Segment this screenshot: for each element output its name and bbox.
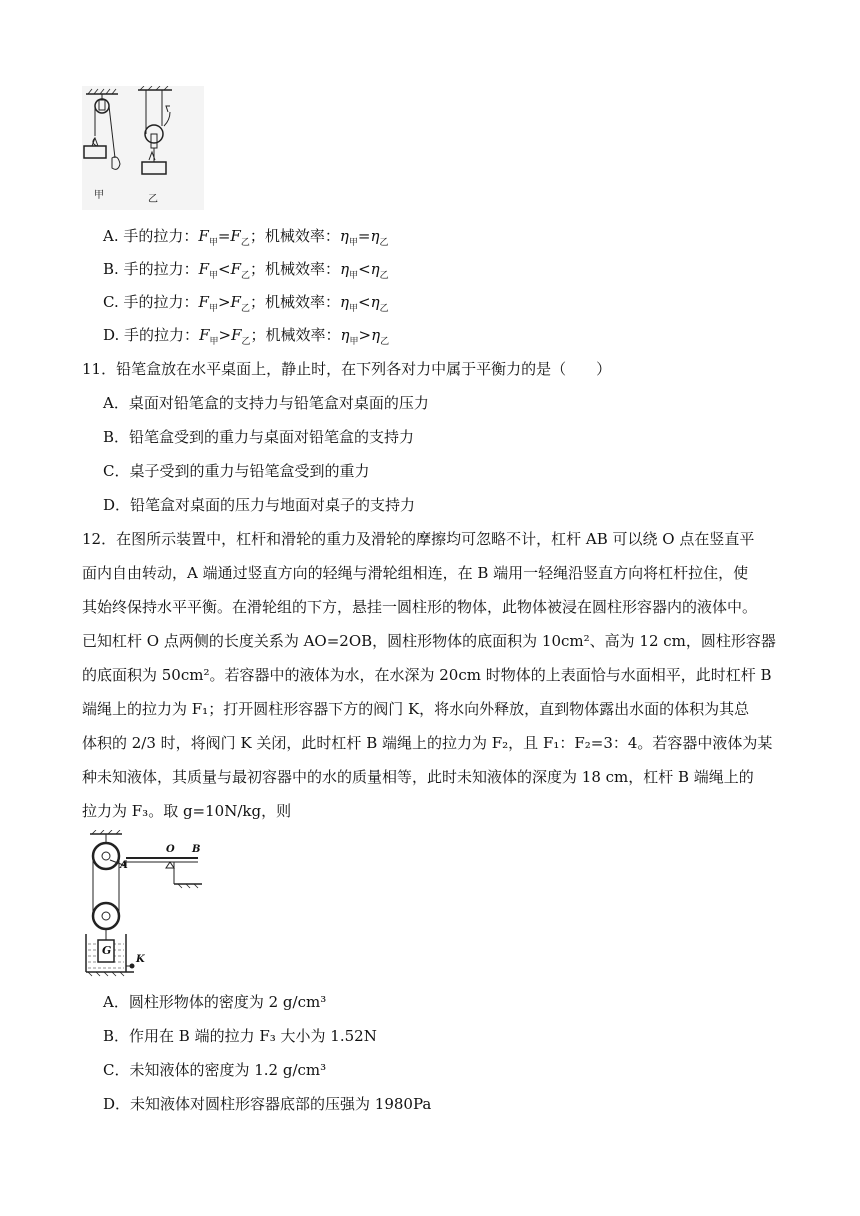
label-o: O bbox=[166, 844, 175, 855]
force-subscript: 乙 bbox=[240, 238, 250, 248]
operator: > bbox=[218, 326, 232, 344]
option-mid: ；机械效率： bbox=[249, 293, 340, 311]
q10-option-c bbox=[103, 292, 389, 312]
efficiency-symbol: η bbox=[340, 326, 350, 344]
force-subscript: 甲 bbox=[209, 271, 219, 281]
efficiency-subscript: 甲 bbox=[348, 304, 358, 314]
option-letter: B. bbox=[103, 260, 119, 278]
q11-option-c: C．桌子受到的重力与铅笔盒受到的重力 bbox=[103, 462, 370, 480]
force-subscript: 甲 bbox=[208, 304, 218, 314]
q12-option-b: B．作用在 B 端的拉力 F₃ 大小为 1.52N bbox=[103, 1027, 377, 1045]
efficiency-subscript: 甲 bbox=[349, 337, 359, 347]
efficiency-symbol: η bbox=[339, 293, 349, 311]
q11-option-a: A．桌面对铅笔盒的支持力与铅笔盒对桌面的压力 bbox=[103, 394, 429, 412]
efficiency-subscript: 乙 bbox=[379, 271, 389, 281]
operator: < bbox=[358, 260, 371, 278]
operator: = bbox=[217, 227, 231, 245]
force-symbol: F bbox=[230, 227, 241, 245]
operator: > bbox=[217, 293, 231, 311]
efficiency-subscript: 乙 bbox=[379, 304, 389, 314]
efficiency-subscript: 甲 bbox=[348, 238, 358, 248]
q12-option-c: C．未知液体的密度为 1.2 g/cm³ bbox=[103, 1061, 327, 1079]
q11-option-d: D．铅笔盒对桌面的压力与地面对桌子的支持力 bbox=[103, 496, 416, 514]
force-subscript: 甲 bbox=[209, 337, 219, 347]
option-prefix: 手的拉力： bbox=[123, 260, 199, 278]
force-symbol: F bbox=[230, 293, 241, 311]
force-subscript: 甲 bbox=[208, 238, 218, 248]
q12-line-2: 面内自由转动，A 端通过竖直方向的轻绳与滑轮组相连，在 B 端用一轻绳沿竖直方向将杠杆拉住，使 bbox=[82, 564, 749, 582]
efficiency-subscript: 甲 bbox=[349, 271, 359, 281]
force-symbol: F bbox=[199, 326, 210, 344]
force-symbol: F bbox=[198, 260, 210, 278]
option-letter: A. bbox=[103, 227, 119, 245]
option-mid: ；机械效率： bbox=[249, 227, 340, 245]
q12-line-8: 种未知液体，其质量与最初容器中的水的质量相等，此时未知液体的深度为 18 cm，杠杆 B 端绳上的 bbox=[82, 768, 754, 786]
option-letter: C. bbox=[103, 293, 119, 311]
force-subscript: 乙 bbox=[241, 337, 251, 347]
q12-option-a: A．圆柱形物体的密度为 2 g/cm³ bbox=[103, 993, 327, 1011]
q12-line-7: 体积的 2/3 时，将阀门 K 关闭，此时杠杆 B 端绳上的拉力为 F₂，且 F₁：F₂=3：4。若容器中液体为某 bbox=[82, 734, 773, 752]
force-symbol: F bbox=[230, 260, 242, 278]
efficiency-subscript: 乙 bbox=[380, 337, 390, 347]
q10-option-d bbox=[103, 325, 389, 345]
efficiency-symbol: η bbox=[340, 260, 350, 278]
option-prefix: 手的拉力： bbox=[123, 293, 199, 311]
q12-line-4: 已知杠杆 O 点两侧的长度关系为 AO=2OB，圆柱形物体的底面积为 10cm²、高为 12 cm，圆柱形容器 bbox=[82, 632, 776, 650]
force-subscript: 乙 bbox=[241, 271, 251, 281]
force-symbol: F bbox=[198, 227, 209, 245]
force-subscript: 乙 bbox=[240, 304, 250, 314]
pulley-figure-1 bbox=[82, 86, 204, 210]
q11-stem: 11．铅笔盒放在水平桌面上，静止时，在下列各对力中属于平衡力的是（ ） bbox=[82, 360, 612, 378]
option-mid: ；机械效率： bbox=[250, 326, 341, 344]
label-a: A bbox=[120, 860, 128, 871]
q12-option-d: D．未知液体对圆柱形容器底部的压强为 1980Pa bbox=[103, 1095, 432, 1113]
q11-option-b: B．铅笔盒受到的重力与桌面对铅笔盒的支持力 bbox=[103, 428, 415, 446]
label-b: B bbox=[192, 844, 201, 855]
option-mid: ；机械效率： bbox=[250, 260, 341, 278]
option-prefix: 手的拉力： bbox=[124, 326, 200, 344]
force-symbol: F bbox=[231, 326, 242, 344]
q10-option-b bbox=[103, 259, 389, 279]
label-k: K bbox=[136, 954, 145, 965]
operator: > bbox=[358, 326, 372, 344]
q10-option-a bbox=[103, 226, 388, 246]
q12-line-5: 的底面积为 50cm²。若容器中的液体为水，在水深为 20cm 时物体的上表面恰与水面相平，此时杠杆 B bbox=[82, 666, 772, 684]
operator: = bbox=[357, 227, 371, 245]
lever-pulley-figure bbox=[82, 830, 212, 980]
option-letter: D. bbox=[103, 326, 120, 344]
q12-line-3: 其始终保持水平平衡。在滑轮组的下方，悬挂一圆柱形的物体，此物体被浸在圆柱形容器内的液体中。 bbox=[82, 598, 758, 616]
operator: < bbox=[358, 293, 371, 311]
label-g: G bbox=[102, 944, 112, 957]
operator: < bbox=[218, 260, 231, 278]
efficiency-symbol: η bbox=[339, 227, 349, 245]
q12-line-1: 12．在图所示装置中，杠杆和滑轮的重力及滑轮的摩擦均可忽略不计，杠杆 AB 可以绕 O 点在竖直平 bbox=[82, 530, 755, 548]
efficiency-symbol: η bbox=[370, 227, 380, 245]
efficiency-symbol: η bbox=[370, 293, 380, 311]
option-prefix: 手的拉力： bbox=[123, 227, 199, 245]
figure-label-jia: 甲 bbox=[94, 190, 104, 201]
efficiency-subscript: 乙 bbox=[379, 238, 389, 248]
figure-label-yi: 乙 bbox=[148, 194, 158, 205]
q12-line-6: 端绳上的拉力为 F₁；打开圆柱形容器下方的阀门 K，将水向外释放，直到物体露出水面的体积为其总 bbox=[82, 700, 750, 718]
efficiency-symbol: η bbox=[371, 326, 381, 344]
efficiency-symbol: η bbox=[370, 260, 380, 278]
force-symbol: F bbox=[198, 293, 209, 311]
q12-line-9: 拉力为 F₃。取 g=10N/kg，则 bbox=[82, 802, 292, 820]
